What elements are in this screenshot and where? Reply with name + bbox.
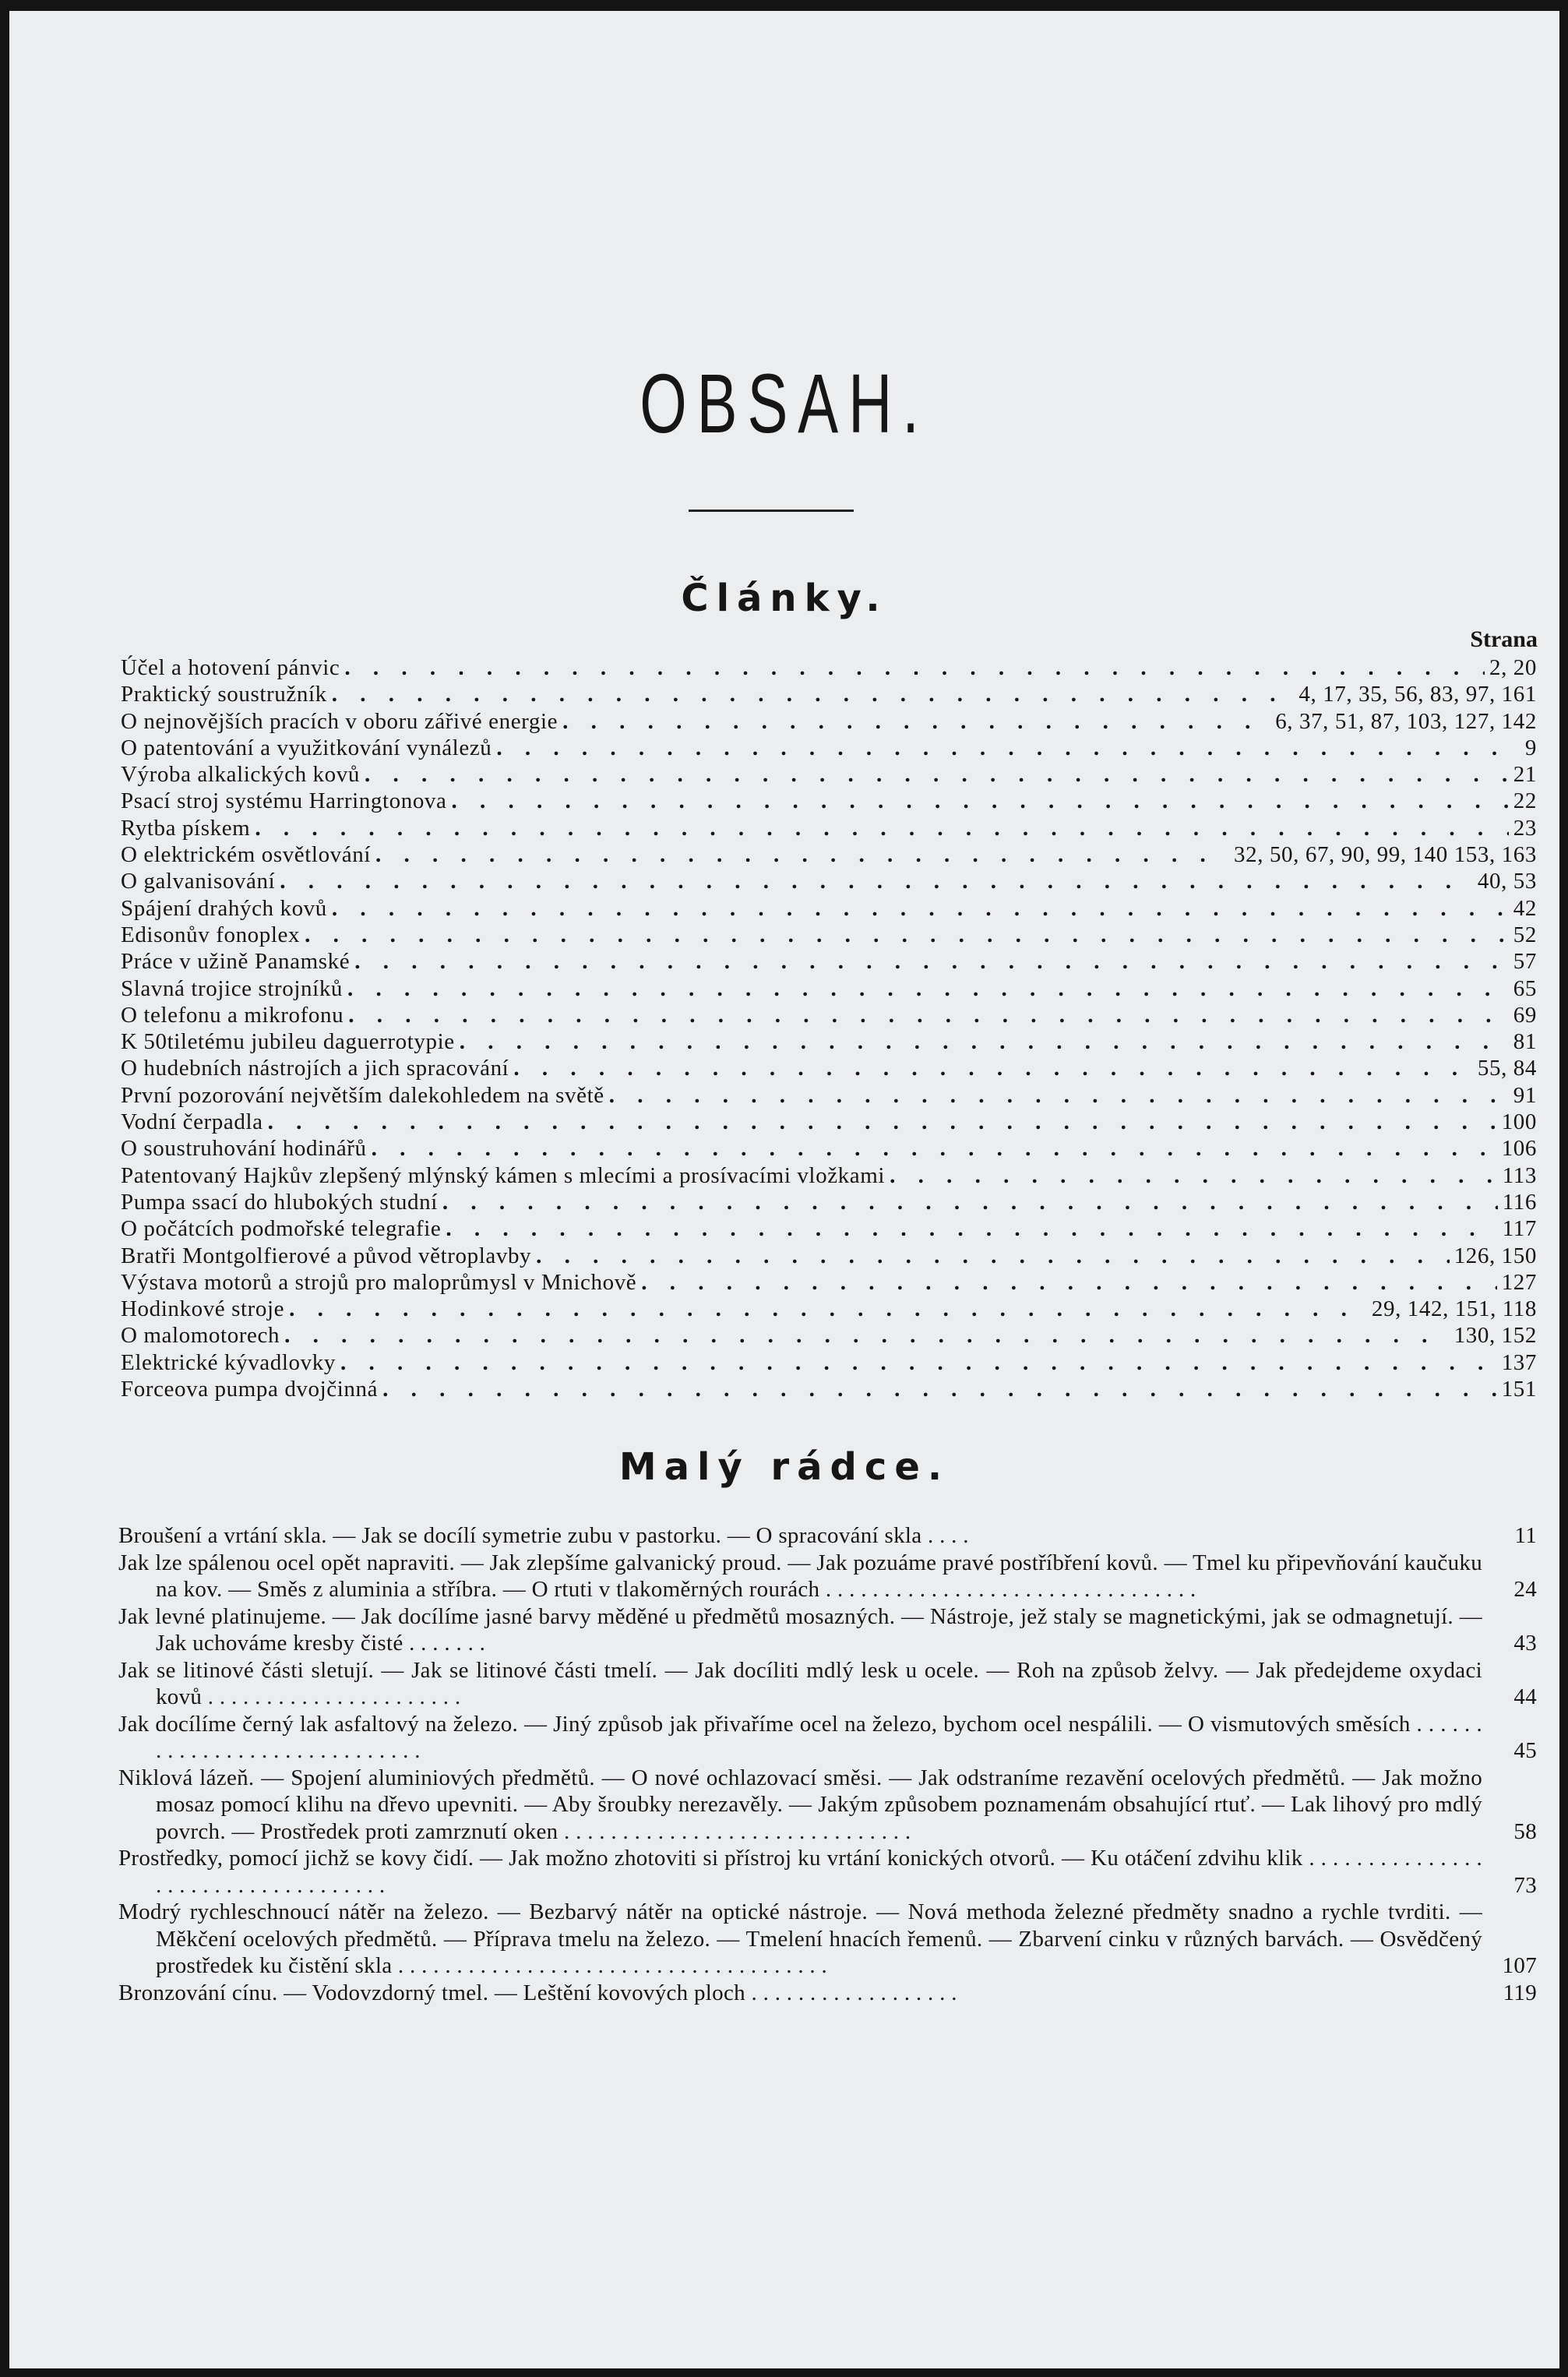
dot-leader [496, 735, 1520, 761]
toc-entry-pages: 23 [1513, 815, 1537, 841]
toc-entry [121, 1296, 1537, 1322]
toc-entry [121, 1055, 1537, 1081]
dot-leader [365, 761, 1509, 788]
advisor-entry-page: 119 [1503, 1980, 1537, 2005]
dot-leader [305, 922, 1509, 948]
advisor-entry [118, 1980, 1537, 2007]
toc-entry [121, 708, 1537, 735]
toc-entry [121, 1215, 1537, 1242]
dot-leader [641, 1269, 1496, 1296]
toc-entry [121, 1162, 1537, 1189]
toc-entry-pages: 42 [1513, 895, 1537, 921]
advisor-entry [118, 1899, 1537, 1980]
advisor-entry-page: 45 [1513, 1738, 1537, 1763]
advisor-entry-text: Prostředky, pomocí jichž se kovy čidí. — Jak možno zhotoviti si přístroj ku vrtání konických otvorů. — Ku otáčení zdvihu klik . . . . . . . . . . . . . . . . . . . . . . . . . . . . . . . . . . . [118, 1846, 1482, 1898]
advisor-entry-page: 44 [1513, 1684, 1537, 1709]
advisor-entry-text: Niklová lázeň. — Spojení aluminiových předmětů. — O nové ochlazovací směsi. — Jak odstraníme rezavění ocelových předmětů. — Jak možno mosaz pomocí klihu na dřevo upevniti. — Aby šroubky nerezavěly. — Jakým způsobem poznamenám obsahující rtuť. — Lak lihový pro mdlý povrch. — Prostředek proti zamrznutí oken . . . . . . . . . . . . . . . . . . . . . . . . . . . . . . [118, 1765, 1482, 1844]
toc-entry-pages: 4, 17, 35, 56, 83, 97, 161 [1298, 682, 1537, 707]
toc-entry-pages: 9 [1524, 735, 1537, 760]
toc-entry [121, 1028, 1537, 1055]
toc-entry-title: O patentování a využitkování vynálezů [121, 735, 492, 760]
dot-leader [382, 1376, 1497, 1402]
toc-entry [121, 761, 1537, 788]
advisor-entry [118, 1845, 1537, 1899]
dot-leader [446, 1215, 1497, 1242]
toc-entry-title: Pumpa ssací do hlubokých studní [121, 1189, 438, 1215]
toc-entry-pages: 130, 152 [1453, 1323, 1537, 1349]
title-rule [689, 510, 854, 512]
advisor-entry [118, 1522, 1537, 1550]
dot-leader [375, 841, 1229, 868]
toc-entry [121, 1322, 1537, 1349]
dot-leader [347, 975, 1509, 1002]
toc-entry-pages: 22 [1513, 788, 1537, 814]
dot-leader [890, 1162, 1498, 1189]
toc-entry [121, 922, 1537, 948]
toc-entry-title: O elektrickém osvětlování [121, 842, 372, 868]
toc-entry-pages: 91 [1513, 1082, 1537, 1108]
advisor-entry [118, 1603, 1537, 1657]
toc-entry-title: Psací stroj systému Harringtonova [121, 788, 447, 814]
dot-leader [284, 1322, 1450, 1349]
advisor-entry-text: Broušení a vrtání skla. — Jak se docílí symetrie zubu v pastorku. — O spracování skla . . . . [118, 1523, 969, 1548]
toc-entry-pages: 116 [1502, 1189, 1537, 1215]
toc-entry-pages: 100 [1501, 1109, 1537, 1135]
toc-entry [121, 1376, 1537, 1402]
toc-entry-pages: 126, 150 [1453, 1243, 1537, 1268]
toc-entry-title: O telefonu a mikrofonu [121, 1002, 344, 1028]
toc-entry-pages: 55, 84 [1477, 1056, 1537, 1081]
toc-entry [121, 1189, 1537, 1215]
advisor-entry-page: 107 [1502, 1953, 1537, 1978]
dot-leader [513, 1055, 1473, 1081]
articles-list [121, 654, 1537, 1402]
dot-leader [536, 1243, 1450, 1269]
toc-entry [121, 1243, 1537, 1269]
toc-entry-title: Praktický soustružník [121, 682, 327, 707]
toc-entry [121, 895, 1537, 922]
advisor-entry-text: Jak lze spálenou ocel opět napraviti. — Jak zlepšíme galvanický proud. — Jak pozuáme pravé postříbření kovů. — Tmel ku připevňování kaučuku na kov. — Směs z aluminia a stříbra. — O rtuti v tlakoměrných rourách . . . . . . . . . . . . . . . . . . . . . . . . . . . . . . . . [118, 1550, 1482, 1602]
toc-entry-title: Práce v užině Panamské [121, 949, 351, 975]
toc-entry-pages: 113 [1502, 1162, 1537, 1188]
toc-entry-title: Bratři Montgolfierové a původ větroplavby [121, 1243, 532, 1268]
toc-entry-title: Výstava motorů a strojů pro maloprůmysl v Mnichově [121, 1269, 637, 1295]
toc-entry [121, 948, 1537, 975]
toc-entry-pages: 106 [1501, 1136, 1537, 1162]
toc-entry-title: Hodinkové stroje [121, 1296, 285, 1322]
toc-entry-title: O počátcích podmořské telegrafie [121, 1216, 442, 1242]
toc-entry-pages: 81 [1513, 1029, 1537, 1055]
toc-entry-pages: 21 [1513, 762, 1537, 788]
advisor-entry-text: Bronzování cínu. — Vodovzdorný tmel. — Leštění kovových ploch . . . . . . . . . . . . . . . . . . [118, 1980, 957, 2005]
dot-leader [340, 1349, 1497, 1376]
toc-entry-title: Spájení drahých kovů [121, 895, 327, 921]
dot-leader [348, 1002, 1509, 1028]
toc-entry-pages: 6, 37, 51, 87, 103, 127, 142 [1275, 708, 1537, 734]
advisor-entry [118, 1765, 1537, 1846]
advisor-list [118, 1522, 1537, 2006]
toc-entry-title: K 50tiletému jubileu daguerrotypie [121, 1029, 455, 1055]
toc-entry [121, 1269, 1537, 1296]
toc-entry-title: Slavná trojice strojníků [121, 975, 344, 1001]
toc-entry-title: O nejnovějších pracích v oboru zářivé energie [121, 708, 558, 734]
advisor-entry-page: 24 [1513, 1577, 1537, 1602]
dot-leader [332, 681, 1295, 707]
dot-leader [280, 868, 1473, 894]
dot-leader [372, 1135, 1497, 1162]
toc-entry-pages: 127 [1501, 1269, 1537, 1295]
toc-entry-title: O galvanisování [121, 869, 276, 894]
toc-entry [121, 841, 1537, 868]
toc-entry-pages: 52 [1513, 922, 1537, 947]
dot-leader [332, 895, 1509, 922]
toc-entry-title: O malomotorech [121, 1323, 280, 1349]
advisor-entry-text: Jak se litinové části sletují. — Jak se litinové části tmelí. — Jak docíliti mdlý lesk u ocele. — Roh na způsob želvy. — Jak předejdeme oxydaci kovů . . . . . . . . . . . . . . . . . . . . . . [118, 1657, 1482, 1709]
toc-entry-title: Patentovaný Hajkův zlepšený mlýnský kámen s mlecími a prosívacími vložkami [121, 1162, 886, 1188]
toc-entry-title: Edisonův fonoplex [121, 922, 301, 947]
advisor-heading: Malý rádce. [618, 1445, 950, 1489]
toc-entry-pages: 57 [1513, 949, 1537, 975]
dot-leader [354, 948, 1509, 975]
toc-entry [121, 735, 1537, 761]
advisor-entry-text: Modrý rychleschnoucí nátěr na železo. — Bezbarvý nátěr na optické nástroje. — Nová methoda železné předměty snadno a rychle tvrditi. — Měkčení ocelových předmětů. — Příprava tmelu na železo. — Tmelení hnacích řemenů. — Zbarvení cinku v různých barvách. — Osvědčený prostředek ku čistění skla . . . . . . . . . . . . . . . . . . . . . . . . . . . . . . . . . . . . . [118, 1899, 1482, 1978]
toc-entry [121, 1002, 1537, 1028]
advisor-entry [118, 1550, 1537, 1603]
advisor-entry-page: 43 [1513, 1631, 1537, 1656]
advisor-entry-page: 11 [1514, 1523, 1537, 1548]
toc-entry-pages: 137 [1501, 1349, 1537, 1375]
toc-entry [121, 975, 1537, 1002]
advisor-entry [118, 1657, 1537, 1711]
advisor-entry-text: Jak docílíme černý lak asfaltový na železo. — Jiný způsob jak přivaříme ocel na železo, bychom ocel nespálili. — O vismutových směsích . . . . . . . . . . . . . . . . . . . . . . . . . . . . . [118, 1711, 1482, 1763]
toc-entry [121, 788, 1537, 814]
dot-leader [452, 788, 1509, 814]
toc-entry-title: Vodní čerpadla [121, 1109, 263, 1135]
dot-leader [344, 654, 1485, 681]
toc-entry [121, 868, 1537, 894]
dot-leader [255, 815, 1508, 841]
advisor-entry-page: 73 [1513, 1872, 1537, 1898]
toc-entry-pages: 69 [1513, 1002, 1537, 1028]
toc-entry [121, 654, 1537, 681]
toc-entry-pages: 2, 20 [1489, 655, 1537, 680]
toc-entry-pages: 117 [1502, 1216, 1537, 1242]
toc-entry-title: Účel a hotovení pánvic [121, 655, 340, 680]
advisor-entry-text: Jak levné platinujeme. — Jak docílíme jasné barvy měděné u předmětů mosazných. — Nástroje, jež staly se magnetickými, jak se odmagnetují. — Jak uchováme kresby čisté . . . . . . . [118, 1603, 1482, 1656]
dot-leader [609, 1082, 1509, 1109]
toc-entry [121, 1082, 1537, 1109]
toc-entry [121, 681, 1537, 707]
toc-entry-pages: 32, 50, 67, 90, 99, 140 153, 163 [1234, 842, 1537, 868]
book-page [9, 11, 1559, 2368]
toc-entry-title: Výroba alkalických kovů [121, 762, 360, 788]
dot-leader [442, 1189, 1498, 1215]
dot-leader [460, 1028, 1509, 1055]
advisor-entry-page: 58 [1513, 1818, 1537, 1844]
page-column-label: Strana [1470, 626, 1538, 652]
toc-entry-pages: 40, 53 [1477, 869, 1537, 894]
toc-entry-title: První pozorování největším dalekohledem na světě [121, 1082, 604, 1108]
page-title: OBSAH. [640, 356, 929, 450]
dot-leader [268, 1109, 1497, 1135]
toc-entry-title: O hudebních nástrojích a jich spracování [121, 1056, 509, 1081]
toc-entry-title: Forceova pumpa dvojčinná [121, 1377, 379, 1402]
advisor-entry [118, 1711, 1537, 1765]
toc-entry-title: Elektrické kývadlovky [121, 1349, 336, 1375]
toc-entry-title: Rytba pískem [121, 815, 251, 841]
toc-entry-pages: 29, 142, 151, 118 [1371, 1296, 1537, 1322]
toc-entry-pages: 65 [1513, 975, 1537, 1001]
toc-entry [121, 815, 1537, 841]
articles-heading: Články. [681, 577, 888, 620]
dot-leader [289, 1296, 1367, 1322]
toc-entry [121, 1349, 1537, 1376]
toc-entry-pages: 151 [1501, 1377, 1537, 1402]
toc-entry-title: O soustruhování hodinářů [121, 1136, 367, 1162]
dot-leader [562, 708, 1270, 735]
toc-entry [121, 1109, 1537, 1135]
toc-entry [121, 1135, 1537, 1162]
